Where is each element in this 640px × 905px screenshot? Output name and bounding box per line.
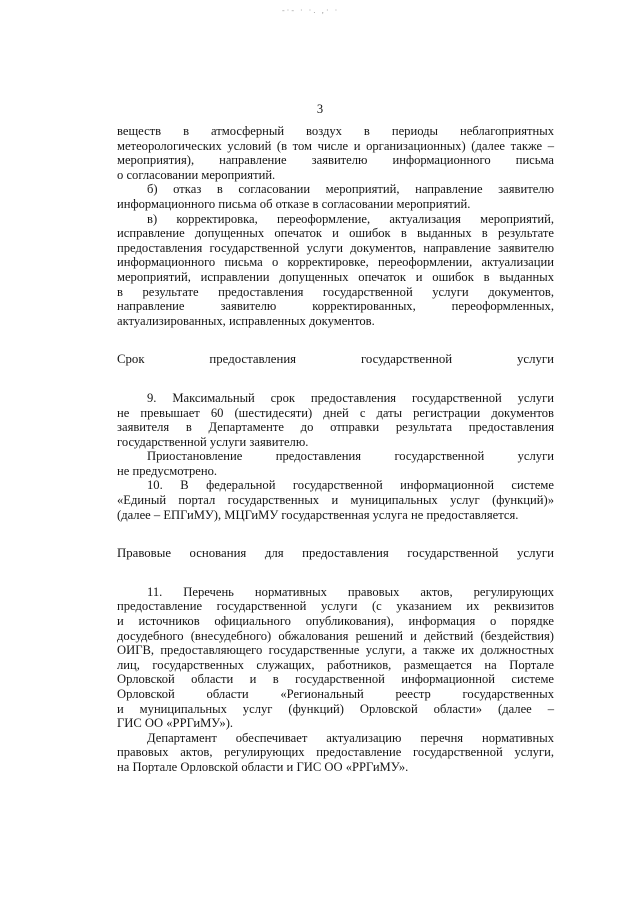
text-line: Приостановление предоставления государственной услуги	[147, 449, 554, 464]
text-line: мероприятий, исправлении допущенных опечаток и ошибок в выданных	[117, 269, 554, 284]
text-line: правовых актов, регулирующих предоставление государственной услуги,	[117, 745, 554, 760]
text-line: досудебного (внесудебного) обжалования решений и действий (бездействия)	[117, 628, 554, 643]
text-line: 10. В федеральной государственной информационной системе	[147, 478, 554, 493]
text-line: (далее – ЕПГиМУ), МЦГиМУ государственная услуга не предоставляется.	[117, 507, 519, 522]
text-line: ГИС ОО «РРГиМУ»).	[117, 716, 234, 731]
page-number: 3	[316, 102, 324, 116]
text-line: в результате предоставления государственной услуги документов,	[117, 284, 554, 299]
text-line: мероприятия), направление заявителю информационного письма	[117, 153, 554, 168]
paragraph-11	[117, 585, 554, 731]
text-line: заявителя в Департаменте до отправки результата предоставления	[117, 420, 554, 435]
text-line: и муниципальных услуг (функций) Орловской области» (далее –	[117, 701, 554, 716]
text-line: предоставления государственной услуги документов, направление заявителю	[117, 240, 554, 255]
scan-artifact: -·- · ·. ‚· ·	[282, 6, 340, 15]
text-line: направление заявителю корректированных, переоформленных,	[117, 299, 554, 314]
text-line: 11. Перечень нормативных правовых актов, регулирующих	[147, 584, 554, 599]
text-line: информационного письма об отказе в согласовании мероприятий.	[117, 196, 471, 211]
text-line: Орловской области и в государственной информационной системе	[117, 672, 554, 687]
text-line: исправление допущенных опечаток и ошибок в выданных в результате	[117, 226, 554, 241]
text-line: в) корректировка, переоформление, актуализация мероприятий,	[147, 211, 554, 226]
document-body	[117, 124, 554, 775]
text-line: Департамент обеспечивает актуализацию перечня нормативных	[147, 730, 554, 745]
paragraph-item-v	[117, 212, 554, 329]
text-line: и источников официального опубликования), информация о порядке	[117, 614, 554, 629]
text-line: «Единый портал государственных и муниципальных услуг (функций)»	[117, 493, 554, 508]
paragraph-9	[117, 391, 554, 449]
paragraph-10	[117, 478, 554, 522]
text-line: веществ в атмосферный воздух в периоды неблагоприятных	[117, 124, 554, 138]
text-line: информационного письма о корректировке, переоформлении, актуализации	[117, 255, 554, 270]
text-line: метеорологических условий (в том числе и организационных) (далее также –	[117, 138, 554, 153]
text-line: не превышает 60 (шестидесяти) дней с даты регистрации документов	[117, 405, 554, 420]
text-line: предоставление государственной услуги (с указанием их реквизитов	[117, 599, 554, 614]
text-line: 9. Максимальный срок предоставления государственной услуги	[147, 390, 554, 405]
paragraph-continuation	[117, 124, 554, 182]
section-heading-term: Срок предоставления государственной услуги	[117, 352, 554, 367]
paragraph-department	[117, 731, 554, 775]
text-line: ОИГВ, предоставляющего государственные услуги, а также их должностных	[117, 643, 554, 658]
text-line: б) отказ в согласовании мероприятий, направление заявителю	[147, 182, 554, 197]
text-line: лиц, государственных служащих, работников, размещается на Портале	[117, 657, 554, 672]
text-line: государственной услуги заявителю.	[117, 434, 309, 449]
text-line: Орловской области «Региональный реестр государственных	[117, 687, 554, 701]
text-line: не предусмотрено.	[117, 463, 218, 478]
paragraph-suspension	[117, 449, 554, 478]
text-line: актуализированных, исправленных документов.	[117, 313, 375, 328]
paragraph-item-b	[117, 182, 554, 211]
text-line: о согласовании мероприятий.	[117, 167, 276, 182]
text-line: на Портале Орловской области и ГИС ОО «РРГиМУ».	[117, 759, 409, 774]
section-heading-legal: Правовые основания для предоставления государственной услуги	[117, 546, 554, 561]
